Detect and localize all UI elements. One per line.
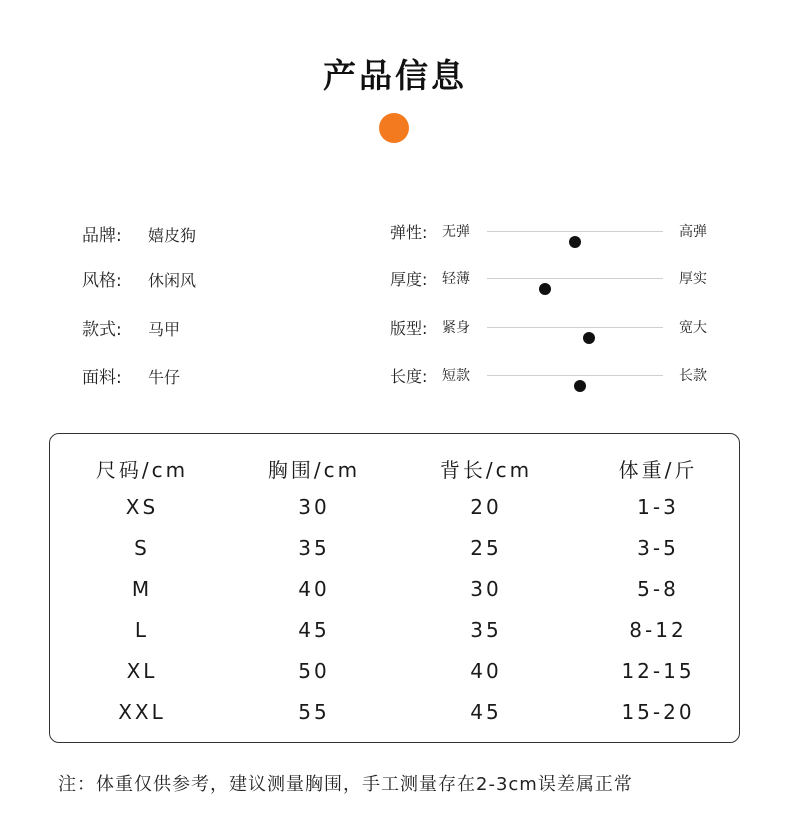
cell-weight: 12-15 [621,659,695,683]
cell-back-length: 35 [470,618,502,642]
cell-back-length: 25 [470,536,502,560]
cell-chest: 55 [298,700,330,724]
attribute-value: 牛仔 [148,368,181,387]
attribute-type [82,315,180,340]
cell-chest: 50 [298,659,330,683]
cell-size: S [134,536,150,560]
cell-weight: 15-20 [621,700,695,724]
measurement-note: 注：体重仅供参考，建议测量胸围，手工测量存在2-3cm误差属正常 [58,774,633,795]
scale-high: 厚实 [679,271,707,287]
scale-low: 无弹 [442,224,470,240]
header-back-length: 背长/cm [439,458,533,482]
scale-track [487,375,663,376]
scale-knob [569,236,581,248]
scale-length [390,364,720,388]
header-weight: 体重/斤 [618,458,698,482]
attribute-value: 嬉皮狗 [148,226,197,245]
attribute-label: 面料: [82,368,122,388]
cell-back-length: 20 [470,495,502,519]
accent-dot [379,113,409,143]
cell-size: XXL [118,700,166,724]
scale-low: 短款 [442,368,470,384]
header-size: 尺码/cm [95,458,189,482]
scale-knob [574,380,586,392]
scale-low: 轻薄 [442,271,470,287]
scale-knob [583,332,595,344]
size-table [49,433,740,743]
cell-chest: 30 [298,495,330,519]
scale-label: 弹性: [390,223,428,242]
cell-size: L [134,618,150,642]
scale-track [487,231,663,232]
header-chest: 胸围/cm [267,458,361,482]
attribute-style [82,266,196,291]
cell-back-length: 30 [470,577,502,601]
scale-label: 长度: [390,367,428,386]
attribute-label: 款式: [82,320,122,340]
cell-size: XL [126,659,158,683]
cell-size: M [131,577,153,601]
cell-chest: 40 [298,577,330,601]
cell-chest: 45 [298,618,330,642]
scale-track [487,327,663,328]
cell-back-length: 45 [470,700,502,724]
attribute-fabric [82,363,180,388]
scale-thickness [390,267,720,291]
scale-elasticity [390,220,720,244]
scale-knob [539,283,551,295]
cell-chest: 35 [298,536,330,560]
cell-back-length: 40 [470,659,502,683]
scale-high: 长款 [679,368,707,384]
scale-low: 紧身 [442,320,470,336]
scale-high: 宽大 [679,320,707,336]
attribute-value: 马甲 [148,320,181,339]
scale-label: 厚度: [390,270,428,289]
scale-track [487,278,663,279]
attribute-label: 风格: [82,271,122,291]
cell-size: XS [125,495,159,519]
cell-weight: 5-8 [637,577,679,601]
page-title: 产品信息 [323,56,467,95]
scale-high: 高弹 [679,224,707,240]
scale-fit [390,316,720,340]
attribute-value: 休闲风 [148,271,197,290]
cell-weight: 1-3 [637,495,679,519]
attribute-label: 品牌: [82,226,122,246]
cell-weight: 3-5 [637,536,679,560]
scale-label: 版型: [390,319,428,338]
cell-weight: 8-12 [629,618,687,642]
attribute-brand [82,221,196,246]
